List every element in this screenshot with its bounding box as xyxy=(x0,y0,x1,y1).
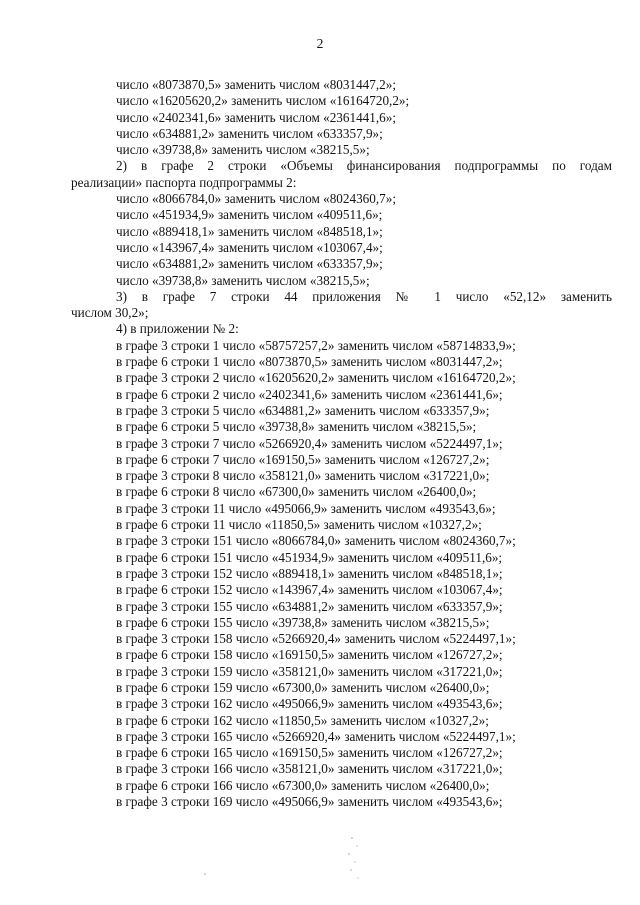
text-line: 4) в приложении № 2: xyxy=(116,321,239,337)
text-line: число «39738,8» заменить числом «38215,5»; xyxy=(116,142,370,158)
text-line: в графе 6 строки 155 число «39738,8» заменить числом «38215,5»; xyxy=(116,614,490,630)
page-number: 2 xyxy=(316,36,324,51)
text-line: в графе 3 строки 166 число «358121,0» заменить числом «317221,0»; xyxy=(116,761,503,777)
text-line: в графе 6 строки 11 число «11850,5» заменить числом «10327,2»; xyxy=(116,517,482,533)
text-line: число «634881,2» заменить числом «633357,9»; xyxy=(116,125,383,141)
text-line: число «451934,9» заменить числом «409511,6»; xyxy=(116,207,383,223)
text-line: в графе 3 строки 152 число «889418,1» заменить числом «848518,1»; xyxy=(116,565,503,581)
text-line: в графе 6 строки 152 число «143967,4» заменить числом «103067,4»; xyxy=(116,582,503,598)
text-line: в графе 3 строки 5 число «634881,2» заменить числом «633357,9»; xyxy=(116,402,490,418)
document-body xyxy=(71,77,612,810)
text-line: в графе 6 строки 158 число «169150,5» заменить числом «126727,2»; xyxy=(116,647,503,663)
text-line: в графе 6 строки 2 число «2402341,6» заменить числом «2361441,6»; xyxy=(116,386,503,402)
text-line: реализации» паспорта подпрограммы 2: xyxy=(71,174,297,190)
text-line: 2) в графе 2 строки «Объемы финансирования подпрограммы по годам xyxy=(116,158,612,174)
text-line: в графе 6 строки 162 число «11850,5» заменить числом «10327,2»; xyxy=(116,712,489,728)
text-line: числом 30,2»; xyxy=(71,305,149,321)
text-line: в графе 6 строки 8 число «67300,0» заменить числом «26400,0»; xyxy=(116,484,477,500)
text-line: в графе 6 строки 159 число «67300,0» заменить числом «26400,0»; xyxy=(116,679,490,695)
text-line: число «8066784,0» заменить числом «8024360,7»; xyxy=(116,191,397,207)
text-line: число «143967,4» заменить числом «103067,4»; xyxy=(116,239,383,255)
text-line: число «634881,2» заменить числом «633357,9»; xyxy=(116,256,383,272)
text-line: число «2402341,6» заменить числом «2361441,6»; xyxy=(116,109,397,125)
text-line: 3) в графе 7 строки 44 приложения № 1 число «52,12» заменить xyxy=(116,288,612,304)
text-line: число «16205620,2» заменить числом «16164720,2»; xyxy=(116,93,410,109)
text-line: в графе 6 строки 151 число «451934,9» заменить числом «409511,6»; xyxy=(116,549,503,565)
text-line: число «8073870,5» заменить числом «8031447,2»; xyxy=(116,77,397,92)
text-line: число «39738,8» заменить числом «38215,5»; xyxy=(116,272,370,288)
text-line: в графе 3 строки 11 число «495066,9» заменить числом «493543,6»; xyxy=(116,500,496,516)
text-line: в графе 3 строки 7 число «5266920,4» заменить числом «5224497,1»; xyxy=(116,435,503,451)
text-line: в графе 3 строки 169 число «495066,9» заменить числом «493543,6»; xyxy=(116,794,503,810)
text-line: в графе 6 строки 166 число «67300,0» заменить числом «26400,0»; xyxy=(116,777,490,793)
text-line: в графе 3 строки 2 число «16205620,2» заменить числом «16164720,2»; xyxy=(116,370,516,386)
text-line: в графе 3 строки 155 число «634881,2» заменить числом «633357,9»; xyxy=(116,598,503,614)
text-line: в графе 3 строки 151 число «8066784,0» заменить числом «8024360,7»; xyxy=(116,533,516,549)
text-line: в графе 6 строки 5 число «39738,8» заменить числом «38215,5»; xyxy=(116,419,477,435)
text-line: в графе 6 строки 1 число «8073870,5» заменить числом «8031447,2»; xyxy=(116,354,503,370)
text-line: в графе 6 строки 7 число «169150,5» заменить числом «126727,2»; xyxy=(116,451,490,467)
text-line: в графе 6 строки 165 число «169150,5» заменить числом «126727,2»; xyxy=(116,745,503,761)
text-line: в графе 3 строки 8 число «358121,0» заменить числом «317221,0»; xyxy=(116,468,490,484)
text-line: число «889418,1» заменить числом «848518,1»; xyxy=(116,223,383,239)
text-line: в графе 3 строки 165 число «5266920,4» заменить числом «5224497,1»; xyxy=(116,728,516,744)
text-line: в графе 3 строки 159 число «358121,0» заменить числом «317221,0»; xyxy=(116,663,503,679)
text-line: в графе 3 строки 162 число «495066,9» заменить числом «493543,6»; xyxy=(116,696,503,712)
text-line: в графе 3 строки 158 число «5266920,4» заменить числом «5224497,1»; xyxy=(116,631,516,647)
text-line: в графе 3 строки 1 число «58757257,2» заменить числом «58714833,9»; xyxy=(116,337,516,353)
